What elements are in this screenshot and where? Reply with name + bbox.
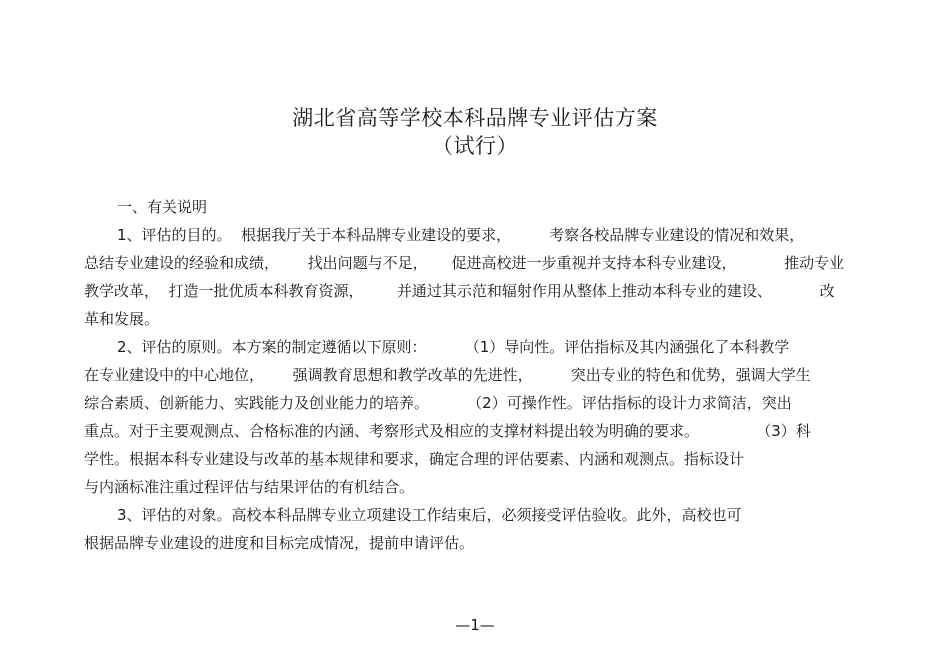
paragraph-line: 学性。根据本科专业建设与改革的基本规律和要求，确定合理的评估要素、内涵和观测点。指标设计: [84, 450, 745, 468]
paragraph-line: 在专业建设中的中心地位， 强调教育思想和教学改革的先进性， 突出专业的特色和优势，强调大学生: [84, 366, 811, 384]
paragraph-line: 2、评估的原则。本方案的制定遵循以下原则： （1）导向性。评估指标及其内涵强化了本科教学: [117, 338, 790, 356]
paragraph-line: 根据品牌专业建设的进度和目标完成情况，提前申请评估。: [84, 534, 475, 552]
paragraph-line: 1、评估的目的。 根据我厅关于本科品牌专业建设的要求， 考察各校品牌专业建设的情况和效果，: [117, 226, 805, 244]
paragraph-line: 综合素质、创新能力、实践能力及创业能力的培养。 （2）可操作性。评估指标的设计力求简洁，突出: [84, 394, 792, 412]
paragraph-line: 革和发展。: [84, 310, 160, 328]
section-heading: 一、有关说明: [117, 198, 208, 216]
page-number: —1—: [455, 616, 495, 634]
paragraph-line: 重点。对于主要观测点、合格标准的内涵、考察形式及相应的支撑材料提出较为明确的要求。 （3）科: [84, 422, 811, 440]
paragraph-line: 与内涵标准注重过程评估与结果评估的有机结合。: [84, 478, 415, 496]
paragraph-line: 教学改革， 打造一批优质本科教育资源， 并通过其示范和辐射作用从整体上推动本科专业的建设、 改: [84, 282, 835, 300]
paragraph-line: 3、评估的对象。高校本科品牌专业立项建设工作结束后，必须接受评估验收。此外，高校也可: [117, 506, 742, 524]
document-subtitle: （试行）: [432, 134, 518, 158]
document-title: 湖北省高等学校本科品牌专业评估方案: [292, 106, 658, 130]
paragraph-line: 总结专业建设的经验和成绩， 找出问题与不足， 促进高校进一步重视并支持本科专业建设， 推动专业: [84, 254, 845, 272]
